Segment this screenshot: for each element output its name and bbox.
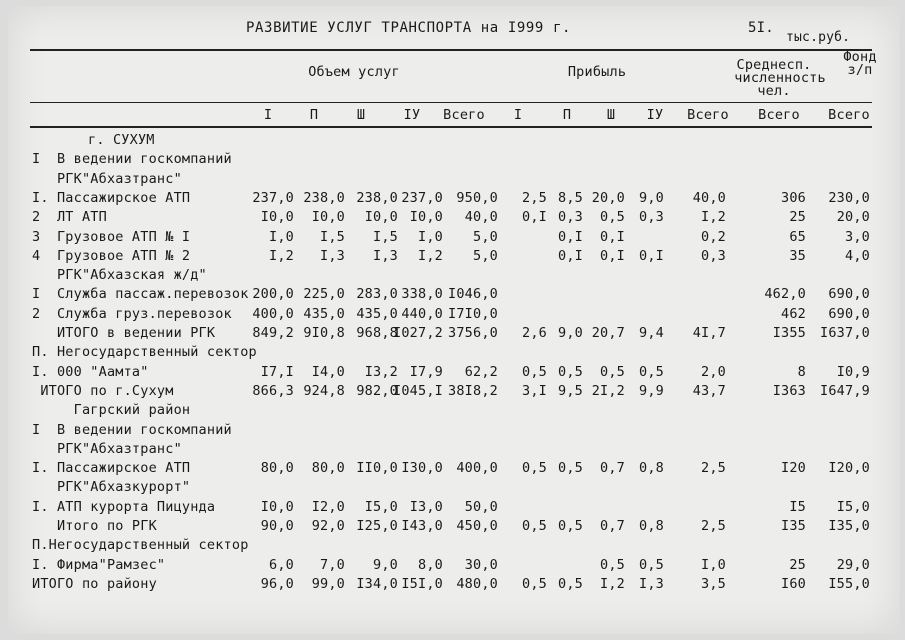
table-cell: 62,2 — [464, 364, 498, 380]
column-subheader: Всего — [443, 107, 485, 123]
table-cell: 3,I — [522, 383, 547, 399]
table-cell: I7,I — [260, 364, 294, 380]
table-cell: II0,0 — [356, 460, 398, 476]
table-cell: I3,2 — [364, 364, 398, 380]
table-cell: 8,5 — [558, 190, 583, 206]
table-cell: 480,0 — [456, 576, 498, 592]
row-label: 2 ЛТ АТП — [32, 209, 107, 225]
table-cell: I0,0 — [311, 209, 345, 225]
table-cell: 400,0 — [252, 306, 294, 322]
table-cell: I0,0 — [260, 209, 294, 225]
table-cell: I25,0 — [356, 518, 398, 534]
table-cell: 237,0 — [401, 190, 443, 206]
row-label: г. СУХУМ — [88, 132, 155, 148]
table-cell: I,3 — [639, 576, 664, 592]
table-cell: 968,8 — [356, 325, 398, 341]
table-cell: 20,7 — [591, 325, 625, 341]
table-cell: 3,5 — [701, 576, 726, 592]
table-cell: I20,0 — [828, 460, 870, 476]
row-label: РГК"Абхазтранс" — [32, 441, 182, 457]
table-cell: I045,I — [393, 383, 443, 399]
table-cell: 8 — [797, 364, 806, 380]
table-cell: 2I,2 — [591, 383, 625, 399]
row-label: I. 000 "Аамта" — [32, 364, 149, 380]
table-cell: I,2 — [701, 209, 726, 225]
table-cell: I,2 — [418, 248, 443, 264]
table-cell: 30,0 — [464, 557, 498, 573]
table-cell: I647,9 — [820, 383, 870, 399]
table-cell: 9,0 — [639, 190, 664, 206]
staff-header-line2: численность — [734, 70, 826, 86]
table-cell: 43,7 — [692, 383, 726, 399]
table-cell: 29,0 — [836, 557, 870, 573]
page-number: 5I. — [748, 20, 774, 36]
row-label: I. Фирма"Рамзес" — [32, 557, 166, 573]
table-cell: 0,7 — [600, 518, 625, 534]
table-cell: 0,I — [600, 229, 625, 245]
table-cell: 849,2 — [252, 325, 294, 341]
table-cell: 38I8,2 — [448, 383, 498, 399]
document-title: РАЗВИТИЕ УСЛУГ ТРАНСПОРТА на I999 г. — [246, 20, 572, 36]
table-cell: 40,0 — [692, 190, 726, 206]
table-cell: 462 — [781, 306, 806, 322]
table-cell: 20,0 — [836, 209, 870, 225]
column-subheader: П — [562, 107, 572, 123]
table-cell: 4I,7 — [692, 325, 726, 341]
row-label: П.Негосударственный сектор — [32, 537, 249, 553]
table-cell: I55,0 — [828, 576, 870, 592]
table-cell: 690,0 — [828, 306, 870, 322]
row-label: П. Негосударственный сектор — [32, 344, 257, 360]
table-cell: I4,0 — [311, 364, 345, 380]
table-cell: I5,0 — [836, 499, 870, 515]
column-subheader: Всего — [687, 107, 729, 123]
table-cell: 0,5 — [600, 364, 625, 380]
table-cell: 5,0 — [473, 248, 498, 264]
column-subheader: Всего — [758, 107, 800, 123]
row-label: I В ведении госкомпаний — [32, 151, 232, 167]
table-cell: I,5 — [320, 229, 345, 245]
table-cell: I3,0 — [409, 499, 443, 515]
table-cell: 99,0 — [311, 576, 345, 592]
table-cell: I0,0 — [260, 499, 294, 515]
row-label: РГК"Абхазкурорт" — [32, 479, 191, 495]
table-cell: 462,0 — [764, 286, 806, 302]
table-cell: I355 — [772, 325, 806, 341]
staff-header-line1: Среднесп. — [736, 57, 812, 73]
table-cell: 435,0 — [303, 306, 345, 322]
table-cell: I,3 — [320, 248, 345, 264]
table-cell: 96,0 — [260, 576, 294, 592]
table-cell: 0,5 — [522, 460, 547, 476]
header-mid-rule — [30, 102, 872, 103]
row-label: Гагрский район — [32, 402, 191, 418]
row-label: РГК"Абхазская ж/д" — [32, 267, 207, 283]
row-label: ИТОГО по г.Сухум — [32, 383, 174, 399]
table-cell: I5I,0 — [401, 576, 443, 592]
table-cell: I5 — [789, 499, 806, 515]
table-cell: 0,2 — [701, 229, 726, 245]
table-cell: 2,6 — [522, 325, 547, 341]
table-cell: 0,5 — [639, 557, 664, 573]
column-subheader: Ш — [356, 107, 366, 123]
table-cell: 950,0 — [456, 190, 498, 206]
table-cell: I30,0 — [401, 460, 443, 476]
row-label: Итого по РГК — [32, 518, 157, 534]
column-subheader: IУ — [403, 107, 421, 123]
table-cell: 0,5 — [522, 364, 547, 380]
row-label: I Служба пассаж.перевозок — [32, 286, 249, 302]
table-cell: 0,5 — [558, 364, 583, 380]
table-cell: 0,3 — [558, 209, 583, 225]
table-cell: 3,0 — [845, 229, 870, 245]
table-cell: 200,0 — [252, 286, 294, 302]
table-cell: 6,0 — [269, 557, 294, 573]
table-cell: I,0 — [269, 229, 294, 245]
table-cell: 0,5 — [600, 557, 625, 573]
table-cell: 238,0 — [303, 190, 345, 206]
table-cell: 35 — [789, 248, 806, 264]
table-cell: 230,0 — [828, 190, 870, 206]
table-cell: I,0 — [418, 229, 443, 245]
table-cell: I35 — [781, 518, 806, 534]
table-cell: 9,5 — [558, 383, 583, 399]
table-cell: I34,0 — [356, 576, 398, 592]
table-cell: 50,0 — [464, 499, 498, 515]
wage-header-line1: Фонд — [843, 49, 877, 65]
table-cell: I2,0 — [311, 499, 345, 515]
table-cell: I7I0,0 — [448, 306, 498, 322]
header-top-rule — [30, 49, 872, 51]
table-cell: I5,0 — [364, 499, 398, 515]
table-cell: 25 — [789, 557, 806, 573]
table-cell: 866,3 — [252, 383, 294, 399]
table-cell: 450,0 — [456, 518, 498, 534]
table-cell: I60 — [781, 576, 806, 592]
table-cell: 400,0 — [456, 460, 498, 476]
table-cell: 0,8 — [639, 460, 664, 476]
table-cell: 0,I — [600, 248, 625, 264]
table-cell: 338,0 — [401, 286, 443, 302]
wage-header-line2: з/п — [847, 62, 873, 78]
table-cell: 9,9 — [639, 383, 664, 399]
table-cell: 982,0 — [356, 383, 398, 399]
row-label: ИТОГО по району — [32, 576, 157, 592]
row-label: I В ведении госкомпаний — [32, 422, 232, 438]
table-cell: 0,5 — [522, 518, 547, 534]
table-cell: 40,0 — [464, 209, 498, 225]
table-cell: 0,I — [522, 209, 547, 225]
table-cell: 9,0 — [558, 325, 583, 341]
table-cell: 2,5 — [522, 190, 547, 206]
table-cell: I363 — [772, 383, 806, 399]
table-cell: 0,I — [558, 248, 583, 264]
row-label: 3 Грузовое АТП № I — [32, 229, 191, 245]
table-cell: 0,5 — [639, 364, 664, 380]
table-cell: 5,0 — [473, 229, 498, 245]
header-bottom-rule — [30, 126, 872, 128]
table-cell: 2,5 — [701, 518, 726, 534]
table-cell: 2,0 — [701, 364, 726, 380]
table-cell: I0,9 — [836, 364, 870, 380]
column-subheader: Ш — [606, 107, 616, 123]
table-cell: 9,0 — [373, 557, 398, 573]
column-subheader: П — [309, 107, 319, 123]
table-cell: 0,7 — [600, 460, 625, 476]
table-cell: I027,2 — [393, 325, 443, 341]
table-cell: 238,0 — [356, 190, 398, 206]
volume-group-header: Объем услуг — [308, 64, 400, 80]
staff-header-line3: чел. — [757, 83, 791, 99]
table-cell: 80,0 — [260, 460, 294, 476]
unit-label: тыс.руб. — [786, 30, 851, 45]
table-cell: I20 — [781, 460, 806, 476]
table-cell: 225,0 — [303, 286, 345, 302]
profit-group-header: Прибыль — [567, 64, 627, 80]
table-cell: I046,0 — [448, 286, 498, 302]
table-cell: 65 — [789, 229, 806, 245]
table-cell: I,5 — [373, 229, 398, 245]
table-cell: 440,0 — [401, 306, 443, 322]
table-cell: 80,0 — [311, 460, 345, 476]
table-cell: I0,0 — [409, 209, 443, 225]
table-cell: 0,5 — [558, 460, 583, 476]
table-cell: I43,0 — [401, 518, 443, 534]
table-cell: 2,5 — [701, 460, 726, 476]
row-label: I. Пассажирское АТП — [32, 460, 191, 476]
table-cell: I,0 — [701, 557, 726, 573]
table-cell: I,3 — [373, 248, 398, 264]
table-cell: 690,0 — [828, 286, 870, 302]
row-label: 4 Грузовое АТП № 2 — [32, 248, 191, 264]
table-cell: 7,0 — [320, 557, 345, 573]
table-cell: I35,0 — [828, 518, 870, 534]
column-subheader: IУ — [646, 107, 664, 123]
table-cell: 4,0 — [845, 248, 870, 264]
table-cell: 0,8 — [639, 518, 664, 534]
row-label: РГК"Абхазтранс" — [32, 171, 182, 187]
table-cell: 0,5 — [558, 576, 583, 592]
table-cell: 25 — [789, 209, 806, 225]
table-cell: 924,8 — [303, 383, 345, 399]
table-cell: 8,0 — [418, 557, 443, 573]
table-cell: I,2 — [269, 248, 294, 264]
table-cell: 90,0 — [260, 518, 294, 534]
row-label: ИТОГО в ведении РГК — [32, 325, 216, 341]
row-label: I. АТП курорта Пицунда — [32, 499, 216, 515]
table-cell: I7,9 — [409, 364, 443, 380]
table-cell: 9,4 — [639, 325, 664, 341]
table-cell: 0,3 — [639, 209, 664, 225]
table-cell: I0,0 — [364, 209, 398, 225]
row-label: I. Пассажирское АТП — [32, 190, 191, 206]
table-cell: 435,0 — [356, 306, 398, 322]
table-cell: 0,5 — [600, 209, 625, 225]
column-subheader: I — [513, 107, 523, 123]
table-cell: 92,0 — [311, 518, 345, 534]
table-cell: 306 — [781, 190, 806, 206]
table-cell: 20,0 — [591, 190, 625, 206]
table-cell: 283,0 — [356, 286, 398, 302]
table-cell: 0,3 — [701, 248, 726, 264]
table-cell: 0,5 — [522, 576, 547, 592]
table-cell: 0,I — [558, 229, 583, 245]
table-cell: I637,0 — [820, 325, 870, 341]
table-cell: 0,I — [639, 248, 664, 264]
table-cell: 3756,0 — [448, 325, 498, 341]
table-cell: 237,0 — [252, 190, 294, 206]
row-label: 2 Служба груз.перевозок — [32, 306, 232, 322]
table-cell: I,2 — [600, 576, 625, 592]
table-cell: 0,5 — [558, 518, 583, 534]
table-cell: 9I0,8 — [303, 325, 345, 341]
column-subheader: Всего — [828, 107, 870, 123]
column-subheader: I — [263, 107, 273, 123]
